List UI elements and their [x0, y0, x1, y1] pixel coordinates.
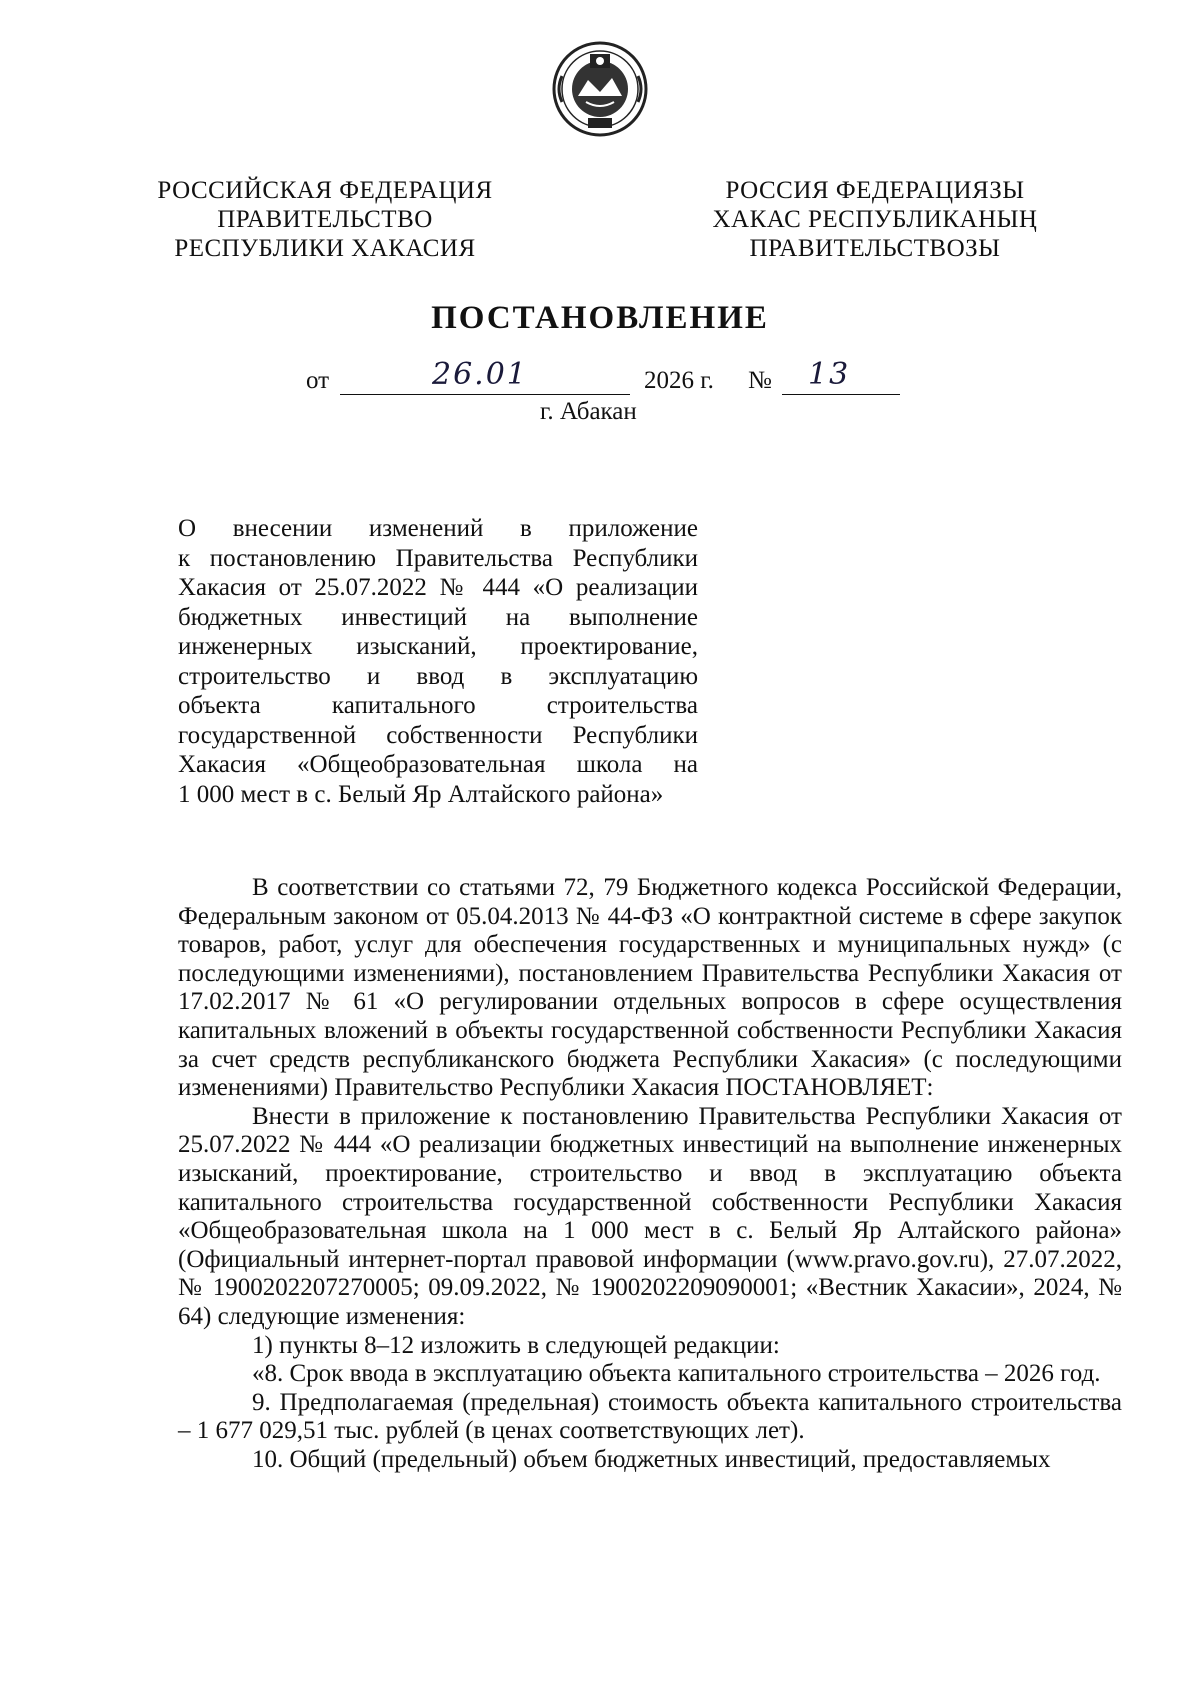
item-9-paragraph: 9. Предполагаемая (предельная) стоимость объекта капитального строительства – 1 677 029,51 тыс. рублей (в ценах соответствующих лет). [178, 1388, 1122, 1445]
item-1-paragraph: 1) пункты 8–12 изложить в следующей редакции: [252, 1331, 780, 1359]
header-left-line: РОССИЙСКАЯ ФЕДЕРАЦИЯ [157, 177, 493, 204]
from-label: от [306, 367, 330, 394]
subject-line: О внесении изменений в приложение [178, 515, 698, 542]
document-title: ПОСТАНОВЛЕНИЕ [431, 300, 769, 336]
subject-line: к постановлению Правительства Республики [178, 544, 698, 572]
header-right-line: РОССИЯ ФЕДЕРАЦИЯЗЫ [725, 177, 1025, 204]
header-left-line: ПРАВИТЕЛЬСТВО [217, 206, 433, 233]
header-left [150, 176, 500, 263]
header-right-line: ПРАВИТЕЛЬСТВОЗЫ [749, 235, 1001, 262]
header-left-line: РЕСПУБЛИКИ ХАКАСИЯ [174, 235, 476, 262]
handwritten-number: 13 [808, 357, 851, 392]
subject-line: Хакасия от 25.07.2022 № 444 «О реализации [178, 574, 698, 601]
preamble-paragraph: В соответствии со статьями 72, 79 Бюджетного кодекса Российской Федерации, Федеральным законом от 05.04.2013 № 44-ФЗ «О контрактной системе в сфере закупок товаров, работ, услуг для обеспечения государственных и муниципальных нужд» (с последующими изменениями), постановлением Правительства Республики Хакасия от 17.02.2017 № 61 «О регулировании отдельных вопросов в сфере осуществления капитальных вложений в объекты государственной собственности Республики Хакасия за счет средств республиканского бюджета Республики Хакасия» (с последующими изменениями) Правительство Республики Хакасия ПОСТАНОВЛЯЕТ: [178, 874, 1122, 1102]
subject-line: Хакасия «Общеобразовательная школа на [178, 751, 698, 778]
document-body [178, 874, 1122, 1474]
subject-line: объекта капитального строительства [178, 692, 698, 719]
document-subject [178, 514, 698, 809]
subject-line: строительство и ввод в эксплуатацию [178, 662, 698, 690]
subject-line: государственной собственности Республики [178, 721, 698, 749]
number-underline [782, 394, 900, 395]
handwritten-date: 26.01 [432, 357, 528, 392]
header-right [690, 176, 1060, 263]
subject-line: бюджетных инвестиций на выполнение [178, 603, 698, 631]
coat-of-arms-icon [548, 36, 652, 142]
year-label: 2026 г. [644, 367, 714, 394]
item-8-paragraph: «8. Срок ввода в эксплуатацию объекта капитального строительства – 2026 год. [252, 1360, 1101, 1388]
date-underline [340, 394, 630, 395]
subject-line: 1 000 мест в с. Белый Яр Алтайского района» [178, 780, 664, 808]
header-right-line: ХАКАС РЕСПУБЛИКАНЫҢ [712, 206, 1038, 233]
item-10-paragraph: 10. Общий (предельный) объем бюджетных инвестиций, предоставляемых [252, 1445, 1051, 1473]
subject-line: инженерных изысканий, проектирование, [178, 633, 698, 660]
city-label: г. Абакан [540, 398, 637, 425]
number-label: № [748, 367, 772, 394]
main-paragraph: Внести в приложение к постановлению Правительства Республики Хакасия от 25.07.2022 № 444 «О реализации бюджетных инвестиций на выполнение инженерных изысканий, проектирование, строительство и ввод в эксплуатацию объекта капитального строительства государственной собственности Республики Хакасия «Общеобразовательная школа на 1 000 мест в с. Белый Яр Алтайского района» (Официальный интернет-портал правовой информации (www.pravo.gov.ru), 27.07.2022, № 1900202207270005; 09.09.2022, № 1900202209090001; «Вестник Хакасии», 2024, № 64) следующие изменения: [178, 1102, 1122, 1330]
